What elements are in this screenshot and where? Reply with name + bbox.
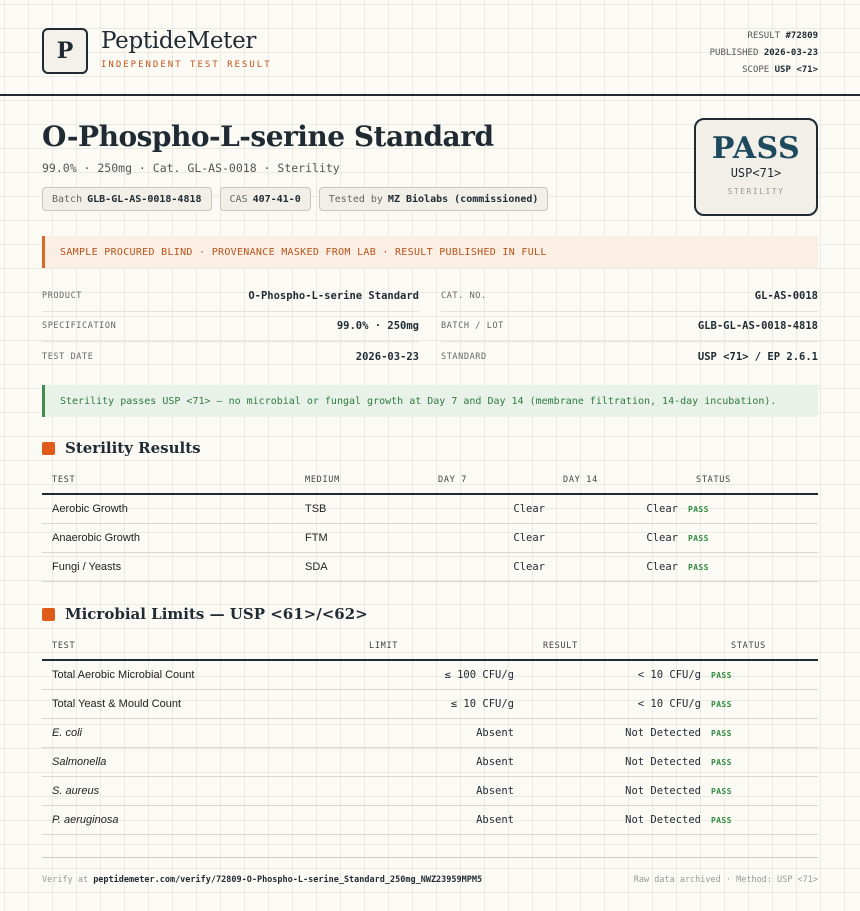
blind-sample-notice: SAMPLE PROCURED BLIND · PROVENANCE MASKED FROM LAB · RESULT PUBLISHED IN FULL [42, 236, 818, 268]
status-badge: PASS [688, 562, 709, 572]
table-row: Salmonella Absent Not Detected PASS [42, 748, 818, 777]
stamp-verdict: PASS [711, 131, 801, 166]
info-row-standard: STANDARD USP <71> / EP 2.6.1 [441, 351, 818, 364]
status-badge: PASS [711, 670, 732, 680]
status-badge: PASS [688, 533, 709, 543]
verify-line: Verify at peptidemeter.com/verify/72809-O-Phospho-L-serine_Standard_250mg_NWZ23959MPM5 [42, 874, 483, 885]
product-title: O-Phospho-L-serine Standard [42, 120, 494, 153]
sterility-section-heading: Sterility Results [42, 439, 201, 457]
brand-name: PeptideMeter [101, 28, 257, 54]
status-badge: PASS [711, 728, 732, 738]
status-badge: PASS [711, 757, 732, 767]
product-subtitle: 99.0% · 250mg · Cat. GL-AS-0018 · Sterility [42, 161, 340, 175]
table-row: Aerobic Growth TSB Clear Clear PASS [42, 495, 818, 524]
info-row-cat-no: CAT. NO. GL-AS-0018 [441, 281, 818, 312]
microbial-table [42, 633, 818, 835]
table-row: S. aureus Absent Not Detected PASS [42, 777, 818, 806]
table-row: E. coli Absent Not Detected PASS [42, 719, 818, 748]
report-footer [42, 857, 818, 901]
sterility-table-header: TEST MEDIUM DAY 7 DAY 14 STATUS [42, 467, 818, 495]
pass-stamp [694, 118, 818, 216]
info-row-product: PRODUCT O-Phospho-L-serine Standard [42, 281, 419, 312]
info-left [42, 281, 419, 373]
status-badge: PASS [711, 699, 732, 709]
brand-logo: P [42, 28, 88, 74]
batch-chip: Batch GLB-GL-AS-0018-4818 [42, 187, 212, 211]
info-right [441, 281, 818, 373]
table-row: Anaerobic Growth FTM Clear Clear PASS [42, 524, 818, 553]
tested-by-chip: Tested by MZ Biolabs (commissioned) [319, 187, 549, 211]
info-row-specification: SPECIFICATION 99.0% · 250mg [42, 312, 419, 343]
verify-link[interactable]: peptidemeter.com/verify/72809-O-Phospho-L-serine_Standard_250mg_NWZ23959MPM5 [93, 874, 483, 885]
archive-note: Raw data archived · Method: USP <71> [633, 874, 818, 885]
summary-banner: Sterility passes USP <71> — no microbial or fungal growth at Day 7 and Day 14 (membrane filtration, 14-day incubation). [42, 385, 818, 417]
meta-result: RESULT #72809 [747, 31, 818, 41]
microbial-table-header: TEST LIMIT RESULT STATUS [42, 633, 818, 661]
table-row: Total Aerobic Microbial Count ≤ 100 CFU/g < 10 CFU/g PASS [42, 661, 818, 690]
status-badge: PASS [711, 786, 732, 796]
sterility-table [42, 467, 818, 582]
report-meta [710, 28, 818, 79]
info-row-test-date: TEST DATE 2026-03-23 [42, 351, 419, 364]
section-marker-icon [42, 442, 55, 455]
microbial-section-heading: Microbial Limits — USP <61>/<62> [42, 605, 368, 623]
section-marker-icon [42, 608, 55, 621]
stamp-scope: STERILITY [727, 187, 785, 196]
stamp-standard: USP<71> [730, 166, 782, 180]
cas-chip: CAS 407-41-0 [220, 187, 311, 211]
info-row-batch: BATCH / LOT GLB-GL-AS-0018-4818 [441, 312, 818, 343]
brand-tagline: INDEPENDENT TEST RESULT [101, 60, 272, 70]
report-header [0, 0, 860, 96]
table-row: P. aeruginosa Absent Not Detected PASS [42, 806, 818, 835]
status-badge: PASS [688, 504, 709, 514]
meta-scope: SCOPE USP <71> [742, 65, 818, 75]
meta-published: PUBLISHED 2026-03-23 [709, 48, 818, 58]
table-row: Total Yeast & Mould Count ≤ 10 CFU/g < 10 CFU/g PASS [42, 690, 818, 719]
table-row: Fungi / Yeasts SDA Clear Clear PASS [42, 553, 818, 582]
product-chips [42, 187, 548, 211]
status-badge: PASS [711, 815, 732, 825]
